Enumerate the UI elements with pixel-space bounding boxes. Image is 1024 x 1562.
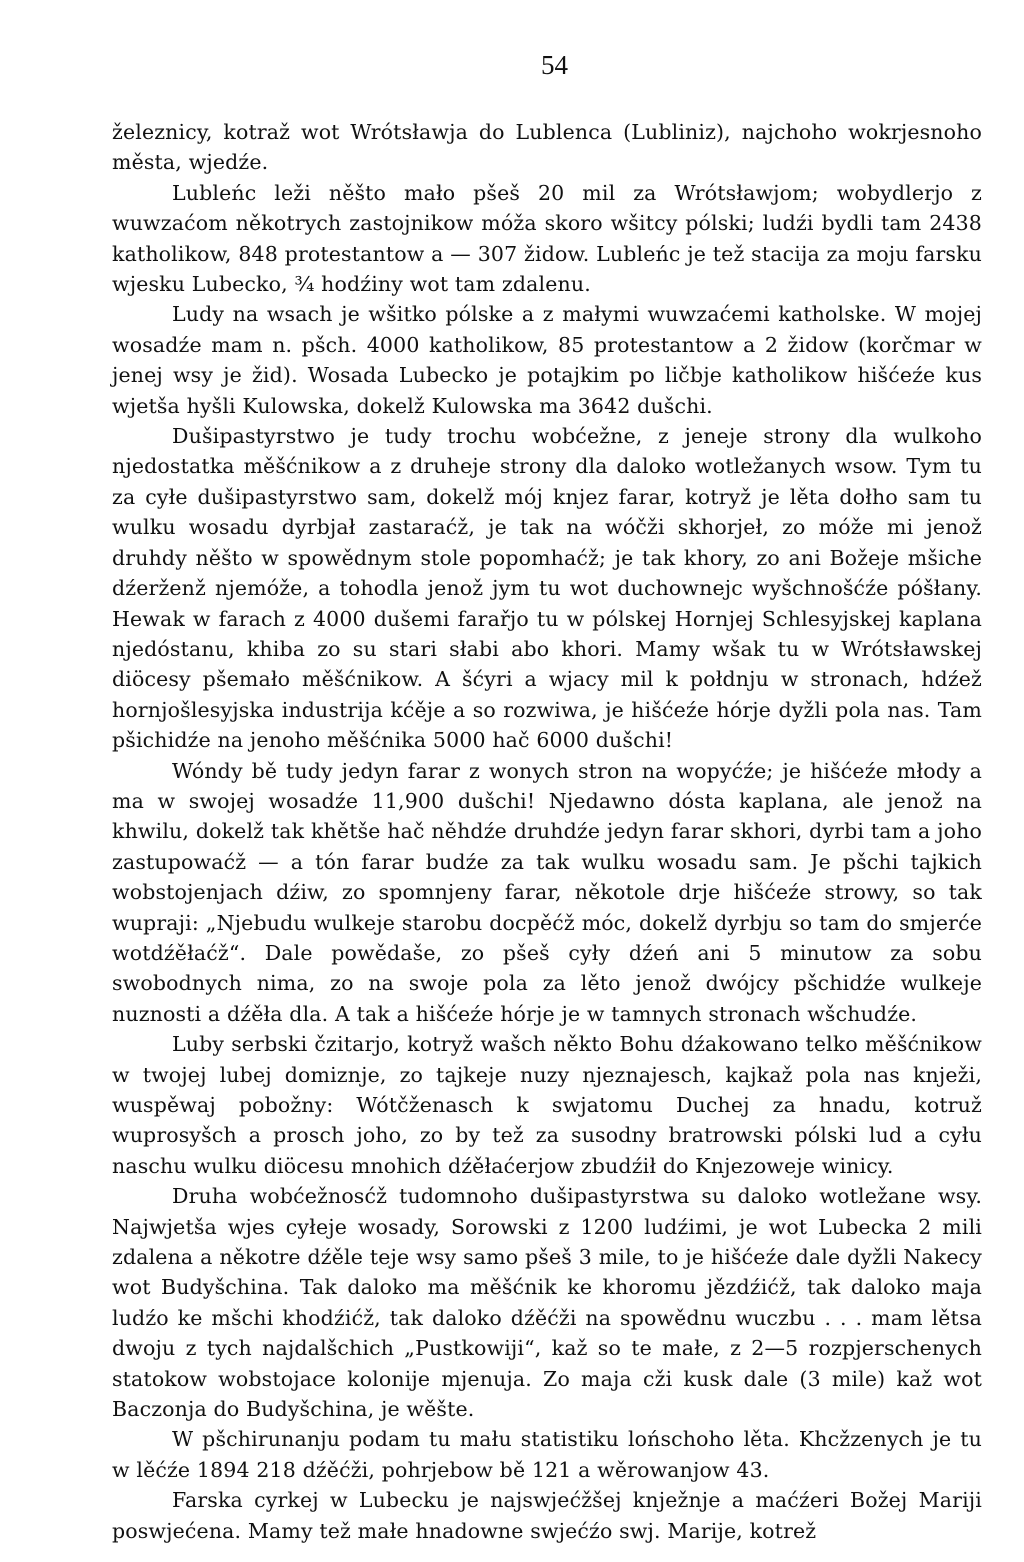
paragraph-4: Dušipastyrstwo je tudy trochu wobćežne, z jeneje strony dla wulkoho njedostatka měšćnikow a z druheje strony dla daloko wotležanych wsow. Tym tu za cyłe dušipastyrstwo sam, dokelž mój knjez farar, kotryž je lěta dołho sam tu wulku wosadu dyrbjał zastaraćž, je tak na wóčži skhorjeł, zo móže mi jenož druhdy něšto w spowědnym stole popomhaćž; je tak khory, zo ani Božeje mšiche dźerženž njemóže, a tohodla jenož jym tu wot duchownejc wyšchnošćźe póšłany. Hewak w farach z 4000 dušemi farařjo tu w pólskej Hornjej Schlesyjskej kaplana njedóstanu, khiba zo su stari słabi abo khori. Mamy wšak tu w Wrótsławskej diöcesy pšemało měšćnikow. A šćyri a wjacy mil k połdnju w stronach, hdźež hornjošlesyjska industrija kćěje a so rozwiwa, je hišćeźe hórje dyžli pola nas. Tam pšichidźe na jenoho měšćnika 5000 hač 6000 dušchi! bbox=[112, 424, 982, 753]
paragraph-2: Lubleńc leži něšto mało pšeš 20 mil za Wrótsławjom; wobydlerjo z wuwzaćom někotrych zastojnikow móža skoro wšitcy pólski; ludźi bydli tam 2438 katholikow, 848 protestantow a — 307 židow. Lubleńc je tež stacija za moju farsku wjesku Lubecko, ¾ hodźiny wot tam zdalenu. bbox=[112, 180, 982, 297]
paragraph-8: W pšchirunanju podam tu mału statistiku lońschoho lěta. Khcžzenych je tu w lěćźe 1894 218 dźěćži, pohrjebow bě 121 a wěrowanjow 43. bbox=[112, 1427, 982, 1482]
paragraph-9: Farska cyrkej w Lubecku je najswjećžšej knježnje a maćźeri Božej Mariji poswjećena. Mamy tež małe hnadowne swjećźo swj. Marije, kotrež bbox=[112, 1488, 982, 1543]
paragraph-3: Ludy na wsach je wšitko pólske a z małymi wuwzaćemi katholske. W mojej wosadźe mam n. pšch. 4000 katholikow, 85 protestantow a 2 židow (korčmar w jenej wsy je žid). Wosada Lubecko je potajkim po ličbje katholikow hišćeźe kus wjetša hyšli Kulowska, dokelž Kulowska ma 3642 dušchi. bbox=[112, 302, 982, 418]
document-page bbox=[112, 50, 982, 1546]
page-number: 54 bbox=[541, 50, 568, 80]
paragraph-6: Luby serbski čzitarjo, kotryž wašch někto Bohu dźakowano telko měšćnikow w twojej lubej domiznje, zo tajkeje nuzy njeznajesch, kajkaž pola nas knježi, wuspěwaj pobožny: Wótčženasch k swjatomu Duchej za hnadu, kotruž wuprosyšch a prosch joho, zo by tež za susodny bratrowski pólski lud a cyłu naschu wulku diöcesu mnohich dźěłaćerjow zbudźił do Knjezoweje winicy. bbox=[112, 1032, 982, 1178]
paragraph-7: Druha wobćežnosćž tudomnoho dušipastyrstwa su daloko wotležane wsy. Najwjetša wjes cyłeje wosady, Sorowski z 1200 ludźimi, je wot Lubecka 2 mili zdalena a někotre dźěle teje wsy samo pšeš 3 mile, to je hišćeźe dale dyžli Nakecy wot Budyšchina. Tak daloko ma měšćnik ke khoromu jězdźićž, tak daloko maja ludźo ke mšchi khodźićž, tak daloko dźěćži na spowědnu wuczbu . . . mam lětsa dwoju z tych najdalšchich „Pustkowiji“, kaž so te małe, z 2—5 rozpjerschenych statokow wobstojace kolonije mjenuja. Zo maja cži kusk dale (3 mile) kaž wot Baczonja do Budyšchina, je wěšte. bbox=[112, 1184, 982, 1422]
paragraph-5: Wóndy bě tudy jedyn farar z wonych stron na wopyćźe; je hišćeźe młody a ma w swojej wosadźe 11,900 dušchi! Njedawno dósta kaplana, ale jenož na khwilu, dokelž tak khětše hač něhdźe druhdźe jedyn farar skhori, dyrbi tam a joho zastupowaćž — a tón farar budźe za tak wulku wosadu sam. Je pšchi tajkich wobstojenjach dźiw, zo spomnjeny farar, někotole drje hišćeźe strowy, so tak wupraji: „Njebudu wulkeje starobu docpěćž móc, dokelž dyrbju so tam do smjerće wotdźěłaćž“. Dale powědaše, zo pšeš cyły dźeń ani 5 minutow za sobu swobodnych nima, zo na swoje pola za lěto jenož dwójcy pšchidźe wulkeje nuznosti a dźěła dla. A tak a hišćeźe hórje je w tamnych stronach wšchudźe. bbox=[112, 758, 982, 1026]
paragraph-1: železnicy, kotraž wot Wrótsławja do Lublenca (Lubliniz), najchoho wokrjesnoho města, wjedźe. bbox=[112, 120, 982, 175]
body-text bbox=[112, 117, 982, 1546]
